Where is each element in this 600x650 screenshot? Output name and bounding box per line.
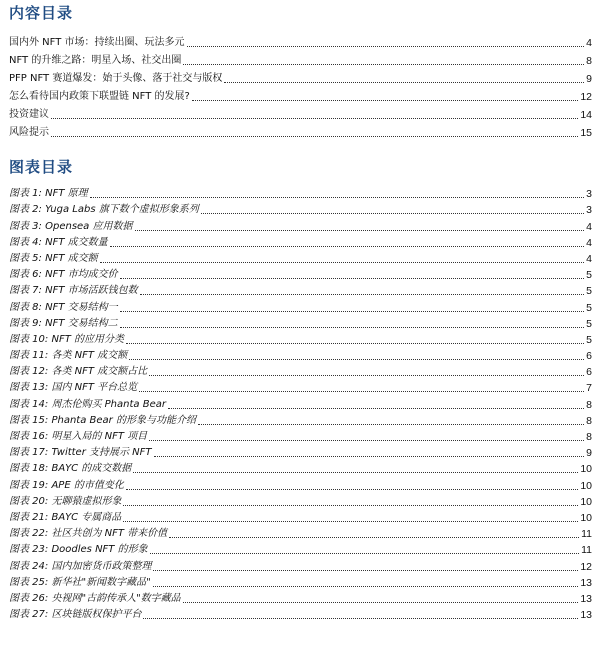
entry-number: 图表 10: [9,333,49,345]
dot-leader [153,570,578,571]
figures-title: 图表目录 [9,158,74,176]
entry-page-number: 10 [580,463,592,476]
dot-leader [201,213,584,214]
dot-leader [90,197,585,198]
entry-label: Doodles NFT 的形象 [51,544,148,556]
dot-leader [133,472,578,473]
dot-leader [183,602,579,603]
entry-page-number: 8 [586,398,592,411]
entry-page-number: 5 [586,317,592,330]
entry-number: 图表 6: [9,269,42,281]
figure-entry[interactable] [9,461,592,477]
entry-label: 怎么看待国内政策下联盟链 NFT 的发展? [9,91,190,102]
dot-leader [100,262,585,263]
entry-label: 风险提示 [9,127,49,138]
figure-entry[interactable] [9,364,592,380]
figure-entry[interactable] [9,299,592,315]
figure-entry[interactable] [9,251,592,267]
toc-entry[interactable] [9,33,592,51]
entry-page-number: 7 [586,382,592,395]
entry-page-number: 4 [586,37,592,49]
figure-entry[interactable] [9,283,592,299]
figure-entry[interactable] [9,202,592,218]
figure-entry[interactable] [9,526,592,542]
dot-leader [123,521,578,522]
entry-label: NFT 交易结构一 [45,301,118,313]
figure-entry[interactable] [9,267,592,283]
entry-label: NFT 交易结构二 [45,317,118,329]
figure-entry[interactable] [9,396,592,412]
dot-leader [154,456,585,457]
figure-entry[interactable] [9,494,592,510]
entry-page-number: 12 [580,560,592,573]
entry-number: 图表 4: [9,236,42,248]
entry-number: 图表 19: [9,479,49,491]
entry-page-number: 11 [581,544,592,557]
entry-page-number: 11 [581,528,592,541]
entry-page-number: 6 [586,350,592,363]
dot-leader [139,391,584,392]
entry-label: BAYC 的成交数据 [51,463,132,475]
entry-number: 图表 2: [9,204,42,216]
entry-number: 图表 14: [9,398,49,410]
dot-leader [224,82,584,83]
figure-entry[interactable] [9,558,592,574]
entry-number: 图表 18: [9,463,49,475]
dot-leader [135,230,585,231]
toc-entry[interactable] [9,51,592,69]
entry-page-number: 4 [586,236,592,249]
entry-page-number: 5 [586,269,592,282]
entry-page-number: 10 [580,511,592,524]
entry-page-number: 13 [580,609,592,622]
entry-number: 图表 27: [9,609,49,621]
entry-page-number: 9 [586,447,592,460]
entry-number: 图表 9: [9,317,42,329]
entry-page-number: 13 [580,576,592,589]
dot-leader [192,100,578,101]
dot-leader [153,586,579,587]
entry-label: NFT 成交数量 [45,236,108,248]
entry-label: 周杰伦购买 Phanta Bear [51,398,166,410]
entry-number: 图表 7: [9,285,42,297]
entry-page-number: 10 [580,479,592,492]
entry-label: NFT 市均成交价 [45,269,118,281]
figure-entry[interactable] [9,218,592,234]
entry-number: 图表 15: [9,414,49,426]
figure-entry[interactable] [9,477,592,493]
toc-entry[interactable] [9,69,592,87]
dot-leader [126,343,584,344]
entry-number: 图表 5: [9,252,42,264]
entry-label: 各类 NFT 成交额 [51,350,128,362]
dot-leader [150,553,580,554]
entry-label: 明星入局的 NFT 项目 [51,431,148,442]
figure-entry[interactable] [9,607,592,623]
entry-page-number: 15 [580,127,592,139]
entry-label: 国内加密货币政策整理 [51,560,152,572]
figure-entry[interactable] [9,348,592,364]
entry-page-number: 3 [586,188,592,201]
entry-label: Twitter 支持展示 NFT [51,447,152,459]
entry-number: 图表 22: [9,528,49,540]
dot-leader [198,424,584,425]
entry-page-number: 13 [580,592,592,605]
entry-number: 图表 16: [9,431,49,442]
entry-number: 图表 26: [9,592,49,604]
entry-label: 各类 NFT 成交额占比 [51,366,148,378]
dot-leader [51,136,578,137]
toc-list [9,33,592,141]
entry-label: 新华社"新闻数字藏品" [51,576,151,588]
entry-label: Yuga Labs 旗下数个虚拟形象系列 [45,204,199,216]
entry-label: 投资建议 [9,109,49,120]
dot-leader [123,505,578,506]
figure-entry[interactable] [9,429,592,445]
entry-page-number: 14 [580,109,592,121]
toc-entry[interactable] [9,105,592,123]
dot-leader [51,118,578,119]
entry-number: 图表 24: [9,560,49,572]
toc-title: 内容目录 [9,4,74,22]
entry-number: 图表 13: [9,382,49,394]
figure-entry[interactable] [9,332,592,348]
dot-leader [168,408,584,409]
entry-label: NFT 市场活跃钱包数 [45,285,138,297]
entry-page-number: 3 [586,204,592,217]
entry-label: 国内外 NFT 市场：持续出圈、玩法多元 [9,37,185,48]
figure-entry[interactable] [9,380,592,396]
figure-entry[interactable] [9,186,592,202]
entry-label: 社区共创为 NFT 带来价值 [51,528,168,540]
dot-leader [129,359,584,360]
figure-entry[interactable] [9,542,592,558]
entry-page-number: 6 [586,366,592,379]
entry-number: 图表 25: [9,576,49,588]
dot-leader [120,327,585,328]
entry-label: 国内 NFT 平台总览 [51,382,138,394]
figure-entry[interactable] [9,235,592,251]
figure-entry[interactable] [9,445,592,461]
figure-entry[interactable] [9,510,592,526]
entry-page-number: 5 [586,285,592,298]
entry-page-number: 8 [586,55,592,67]
dot-leader [110,246,585,247]
entry-label: NFT 成交额 [45,252,98,264]
dot-leader [120,278,585,279]
entry-label: Opensea 应用数据 [45,220,133,232]
entry-number: 图表 1: [9,188,42,200]
dot-leader [143,618,578,619]
figure-entry[interactable] [9,575,592,591]
dot-leader [183,64,584,65]
dot-leader [126,489,578,490]
dot-leader [120,311,585,312]
dot-leader [187,46,585,47]
entry-label: NFT 的升维之路：明星入场、社交出圈 [9,55,182,66]
entry-number: 图表 8: [9,301,42,313]
entry-label: NFT 原理 [45,188,88,200]
entry-page-number: 12 [580,91,592,103]
dot-leader [149,440,584,441]
figure-entry[interactable] [9,591,592,607]
entry-label: Phanta Bear 的形象与功能介绍 [51,414,196,426]
dot-leader [169,537,579,538]
dot-leader [149,375,584,376]
entry-page-number: 5 [586,301,592,314]
entry-number: 图表 23: [9,544,49,556]
entry-label: 区块链版权保护平台 [51,609,142,621]
entry-label: BAYC 专属商品 [51,511,122,523]
entry-page-number: 4 [586,220,592,233]
entry-page-number: 10 [580,495,592,508]
entry-number: 图表 17: [9,447,49,459]
dot-leader [140,294,585,295]
figure-entry[interactable] [9,413,592,429]
entry-page-number: 5 [586,333,592,346]
entry-label: PFP NFT 赛道爆发：始于头像、落于社交与版权 [9,73,223,84]
figures-list [9,186,592,623]
entry-number: 图表 20: [9,495,49,507]
entry-label: NFT 的应用分类 [51,333,124,345]
figure-entry[interactable] [9,316,592,332]
entry-page-number: 4 [586,252,592,265]
entry-label: 无聊猿虚拟形象 [51,495,122,507]
entry-number: 图表 11: [9,350,49,362]
entry-label: 央视网"古韵传承人"数字藏品 [51,592,181,604]
entry-number: 图表 21: [9,511,49,523]
entry-page-number: 9 [586,73,592,85]
entry-number: 图表 12: [9,366,49,378]
entry-page-number: 8 [586,414,592,427]
entry-number: 图表 3: [9,220,42,232]
entry-page-number: 8 [586,431,592,443]
toc-entry[interactable] [9,123,592,141]
entry-label: APE 的市值变化 [51,479,124,491]
toc-entry[interactable] [9,87,592,105]
